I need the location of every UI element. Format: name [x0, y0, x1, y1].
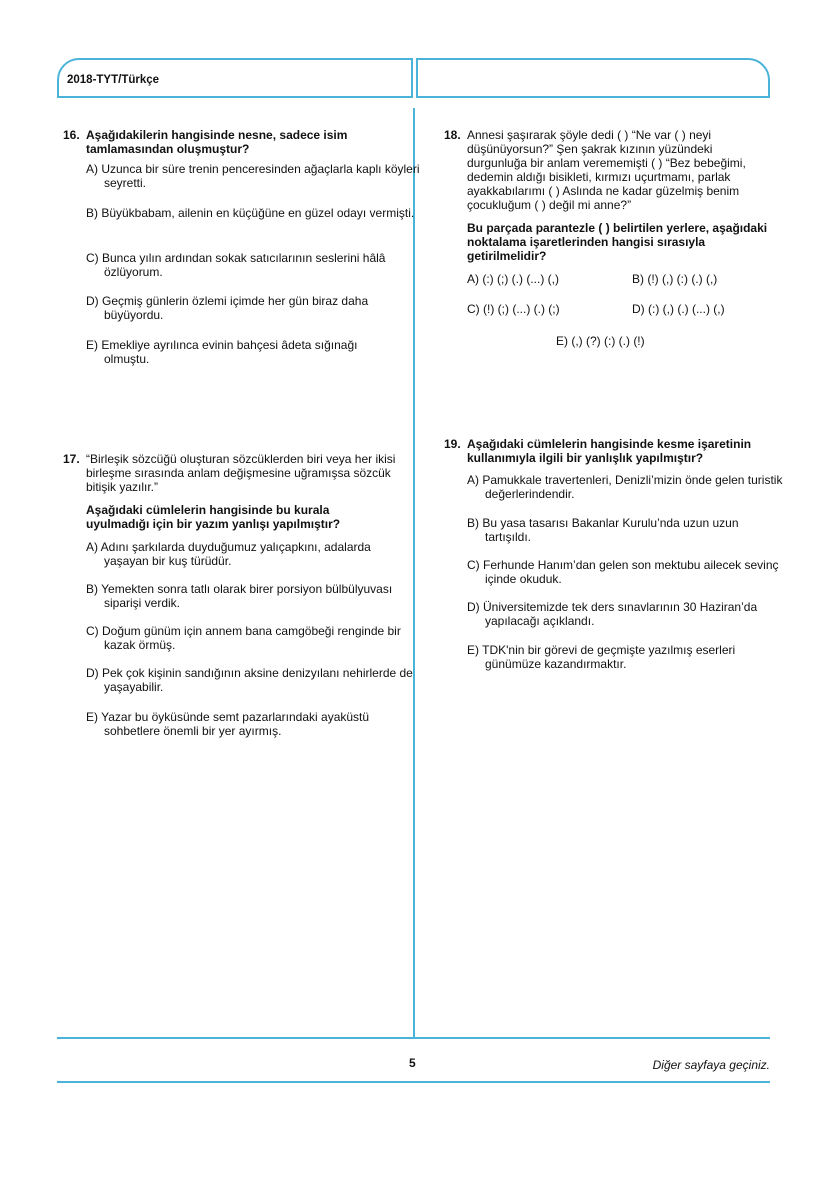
option-e[interactable]: E) TDK'nin bir görevi de geçmişte yazılmış eserleri günümüze kazandırmaktır. — [467, 643, 736, 671]
question-stem: Aşağıdaki cümlelerin hangisinde kesme işaretinin kullanımıyla ilgili bir yanlışlık yapılmıştır? — [467, 437, 752, 465]
footer-top-rule — [57, 1037, 770, 1039]
next-page-note: Diğer sayfaya geçiniz. — [652, 1058, 770, 1072]
option-c[interactable]: C) Bunca yılın ardından sokak satıcılarının seslerini hâlâ özlüyorum. — [86, 251, 386, 279]
question-stem: Aşağıdaki cümlelerin hangisinde bu kurala uyulmadığı için bir yazım yanlışı yapılmıştır? — [86, 503, 341, 531]
option-a[interactable]: A) Uzunca bir süre trenin penceresinden ağaçlarla kaplı köyleri seyretti. — [86, 162, 420, 190]
option-e[interactable]: E) Emekliye ayrılınca evinin bahçesi âdeta sığınağı olmuştu. — [86, 338, 358, 366]
question-number: 17. — [63, 452, 80, 466]
question-stem: Aşağıdakilerin hangisinde nesne, sadece isim tamlamasından oluşmuştur? — [86, 128, 348, 156]
question-19 — [444, 437, 784, 465]
option-b[interactable]: B) Yemekten sonra tatlı olarak birer porsiyon bülbülyuvası siparişi verdik. — [86, 582, 393, 610]
question-intro: “Birleşik sözcüğü oluşturan sözcüklerden biri veya her ikisi birleşme sırasında anlam değişmesine uğramışsa sözcük bitişik yazılır.” — [86, 452, 396, 494]
question-16 — [63, 128, 413, 156]
option-e[interactable]: E) Yazar bu öyküsünde semt pazarlarındaki ayaküstü sohbetlere önemli bir yer ayırmış. — [86, 710, 370, 738]
option-d[interactable]: D) (:) (,) (.) (...) (,) — [632, 302, 725, 316]
question-number: 16. — [63, 128, 80, 142]
header-left-box — [57, 58, 413, 98]
exam-title: 2018-TYT/Türkçe — [67, 74, 160, 86]
option-d[interactable]: D) Pek çok kişinin sandığının aksine denizyılanı nehirlerde de yaşayabilir. — [86, 666, 413, 694]
option-b[interactable]: B) Büyükbabam, ailenin en küçüğüne en güzel odayı vermişti. — [86, 206, 415, 220]
page-number: 5 — [409, 1056, 416, 1070]
option-e[interactable]: E) (,) (?) (:) (.) (!) — [556, 334, 645, 348]
option-a[interactable]: A) (:) (;) (.) (...) (,) — [467, 272, 559, 286]
question-number: 18. — [444, 128, 461, 142]
header-right-box — [416, 58, 770, 98]
question-18 — [444, 128, 784, 263]
option-b[interactable]: B) Bu yasa tasarısı Bakanlar Kurulu’nda uzun uzun tartışıldı. — [467, 516, 739, 544]
option-c[interactable]: C) Doğum günüm için annem bana camgöbeği renginde bir kazak örmüş. — [86, 624, 401, 652]
question-number: 19. — [444, 437, 461, 451]
question-intro: Annesi şaşırarak şöyle dedi ( ) “Ne var ( ) neyi düşünüyorsun?” Şen şakrak kızının yüzündeki durgunluğa bir anlam verememişti ( ) “Bez bebeğimi, dedemin aldığı bisikleti, kırmızı uçurtmamı, parlak ayakkabılarımı ( ) Aslında ne kadar güzelmiş benim çocukluğum ( ) değil mi anne?” — [467, 128, 746, 212]
question-17 — [63, 452, 408, 531]
option-c[interactable]: C) Ferhunde Hanım’dan gelen son mektubu ailecek sevinç içinde okuduk. — [467, 558, 779, 586]
option-d[interactable]: D) Geçmiş günlerin özlemi içimde her gün biraz daha büyüyordu. — [86, 294, 369, 322]
option-b[interactable]: B) (!) (,) (:) (.) (,) — [632, 272, 718, 286]
option-c[interactable]: C) (!) (;) (...) (.) (;) — [467, 302, 560, 316]
option-a[interactable]: A) Adını şarkılarda duyduğumuz yalıçapkını, adalarda yaşayan bir kuş türüdür. — [86, 540, 371, 568]
option-d[interactable]: D) Üniversitemizde tek ders sınavlarının 30 Haziran’da yapılacağı açıklandı. — [467, 600, 758, 628]
column-divider — [413, 108, 415, 1038]
question-stem: Bu parçada parantezle ( ) belirtilen yerlere, aşağıdaki noktalama işaretlerinden hangisi sırasıyla getirilmelidir? — [467, 221, 768, 263]
footer-bottom-rule — [57, 1081, 770, 1083]
option-a[interactable]: A) Pamukkale travertenleri, Denizli’mizin önde gelen turistik değerlerindendir. — [467, 473, 783, 501]
